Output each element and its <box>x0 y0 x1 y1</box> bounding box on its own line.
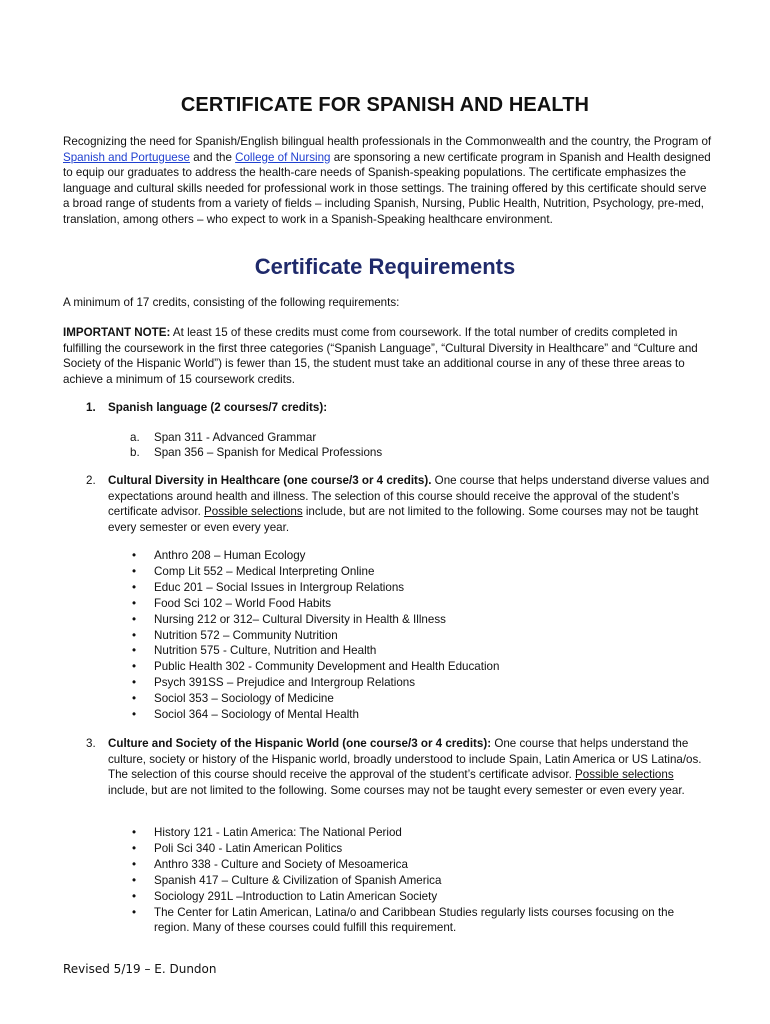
bullet-icon: • <box>132 826 137 839</box>
bullet-icon: • <box>132 596 137 610</box>
list-item <box>132 580 702 596</box>
course-text: The Center for Latin American, Latina/o and Caribbean Studies regularly lists courses focusing on the region. Many of these courses could fulfill this requirement. <box>154 905 675 935</box>
bullet-icon: • <box>132 549 137 562</box>
bullet-icon: • <box>132 564 137 578</box>
section3-text-2: include, but are not limited to the following. Some courses may not be taught every semester or even every year. <box>108 783 685 797</box>
course-text: Comp Lit 552 – Medical Interpreting Online <box>154 564 375 578</box>
list-item <box>132 612 702 628</box>
important-note-text: At least 15 of these credits must come from coursework. If the total number of credits completed in fulfilling the coursework in the first three categories (“Spanish Language”, “Cultural Diversity in Healthcare” and “Culture and Society of the Hispanic World”) is fewer than 15, the student must take an additional course in any of these three areas to achieve a minimum of 15 coursework credits. <box>63 326 698 386</box>
course-text: Public Health 302 - Community Development and Health Education <box>154 660 500 674</box>
section2-description <box>86 473 716 535</box>
section2-possible-selections: Possible selections <box>204 505 303 519</box>
list-item <box>132 841 702 857</box>
revision-footer: Revised 5/19 – E. Dundon <box>63 962 217 976</box>
course-text: Spanish 417 – Culture & Civilization of Spanish America <box>154 873 442 887</box>
section1-item <box>130 430 316 446</box>
intro-text-1: Recognizing the need for Spanish/English bilingual health professionals in the Commonwealth and the country, the Program of <box>63 135 712 148</box>
bullet-icon: • <box>132 580 137 594</box>
bullet-icon: • <box>132 612 137 626</box>
section2-text-2: include, but are not limited to the following. Some courses may not be taught every semester or even every year. <box>108 505 699 534</box>
bullet-icon: • <box>132 692 137 706</box>
section2-heading: Cultural Diversity in Healthcare (one course/3 or 4 credits). <box>108 474 432 487</box>
course-text: Anthro 338 - Culture and Society of Mesoamerica <box>154 857 408 871</box>
section1-item-text: Span 356 – Spanish for Medical Professions <box>154 446 383 459</box>
course-text: Educ 201 – Social Issues in Intergroup Relations <box>154 580 405 594</box>
course-text: History 121 - Latin America: The National Period <box>154 826 402 839</box>
section3-possible-selections: Possible selections <box>575 768 674 782</box>
section3-course-list <box>132 825 702 936</box>
bullet-icon: • <box>132 889 137 903</box>
section1-item-text: Span 311 - Advanced Grammar <box>154 431 317 444</box>
bullet-icon: • <box>132 644 137 658</box>
bullet-icon: • <box>132 841 137 855</box>
page-title: CERTIFICATE FOR SPANISH AND HEALTH <box>180 94 590 116</box>
section1-item-letter: a. <box>130 431 140 444</box>
important-note <box>63 325 713 387</box>
intro-paragraph <box>63 134 713 228</box>
list-item <box>132 873 702 889</box>
intro-text-3: are sponsoring a new certificate program in Spanish and Health designed to equip our graduates to address the health-care needs of Spanish-speaking populations. The certificate emphasizes the language and cultural skills needed for professional work in those settings. The training offered by this certificate should serve a broad range of students from a variety of fields – including Spanish, Nursing, Public Health, Nutrition, Psychology, pre-med, translation, among others – who expect to work in a Spanish-Speaking healthcare environment. <box>63 150 711 226</box>
bullet-icon: • <box>132 676 137 690</box>
course-text: Nutrition 572 – Community Nutrition <box>154 628 338 642</box>
section3-heading: Culture and Society of the Hispanic World (one course/3 or 4 credits): <box>108 737 492 750</box>
spanish-portuguese-link[interactable]: Spanish and Portuguese <box>63 150 190 164</box>
list-item <box>132 889 702 905</box>
list-item <box>132 675 702 691</box>
section3-text-1: One course that helps understand the culture, society or history of the Hispanic world, broadly understood to include Spain, Latin America or US Latina/os. The selection of this course should receive the approval of the student’s certificate advisor. <box>108 737 702 782</box>
list-item <box>132 857 702 873</box>
course-text: Psych 391SS – Prejudice and Intergroup Relations <box>154 676 416 690</box>
section1-heading: Spanish language (2 courses/7 credits): <box>108 401 328 414</box>
bullet-icon: • <box>132 660 137 674</box>
bullet-icon: • <box>132 873 137 887</box>
course-text: Food Sci 102 – World Food Habits <box>154 596 332 610</box>
bullet-icon: • <box>132 708 137 722</box>
bullet-icon: • <box>132 905 137 919</box>
intro-text-2: and the <box>189 150 236 164</box>
list-item <box>132 628 702 644</box>
bullet-icon: • <box>132 857 137 871</box>
list-item <box>132 707 702 723</box>
section1-item <box>130 445 382 461</box>
list-item <box>132 659 702 675</box>
section2-number: 2. <box>86 474 96 487</box>
college-of-nursing-link[interactable]: College of Nursing <box>235 150 331 164</box>
course-text: Sociol 364 – Sociology of Mental Health <box>154 708 359 722</box>
list-item <box>132 905 702 937</box>
list-item <box>132 564 702 580</box>
course-text: Nursing 212 or 312– Cultural Diversity in Health & Illness <box>154 612 446 626</box>
section3-description <box>86 736 716 798</box>
course-text: Sociology 291L –Introduction to Latin American Society <box>154 889 438 903</box>
list-item <box>132 596 702 612</box>
course-text: Poli Sci 340 - Latin American Politics <box>154 841 343 855</box>
course-text: Nutrition 575 - Culture, Nutrition and Health <box>154 644 377 658</box>
section1-number: 1. <box>86 401 96 414</box>
bullet-icon: • <box>132 628 137 642</box>
list-item <box>132 643 702 659</box>
list-item <box>132 825 702 841</box>
course-text: Anthro 208 – Human Ecology <box>154 549 306 562</box>
course-text: Sociol 353 – Sociology of Medicine <box>154 692 334 706</box>
section1-item-letter: b. <box>130 446 140 459</box>
section3-number: 3. <box>86 737 96 750</box>
requirements-heading: Certificate Requirements <box>254 254 516 279</box>
list-item <box>132 691 702 707</box>
section2-course-list <box>132 548 702 723</box>
list-item <box>132 548 702 564</box>
minimum-credits-text: A minimum of 17 credits, consisting of the following requirements: <box>63 296 400 309</box>
section2-text-1: One course that helps understand diverse values and expectations around health and illness. The selection of this course should receive the approval of the student’s certificate advisor. <box>108 474 710 519</box>
important-note-label: IMPORTANT NOTE: <box>63 326 171 339</box>
